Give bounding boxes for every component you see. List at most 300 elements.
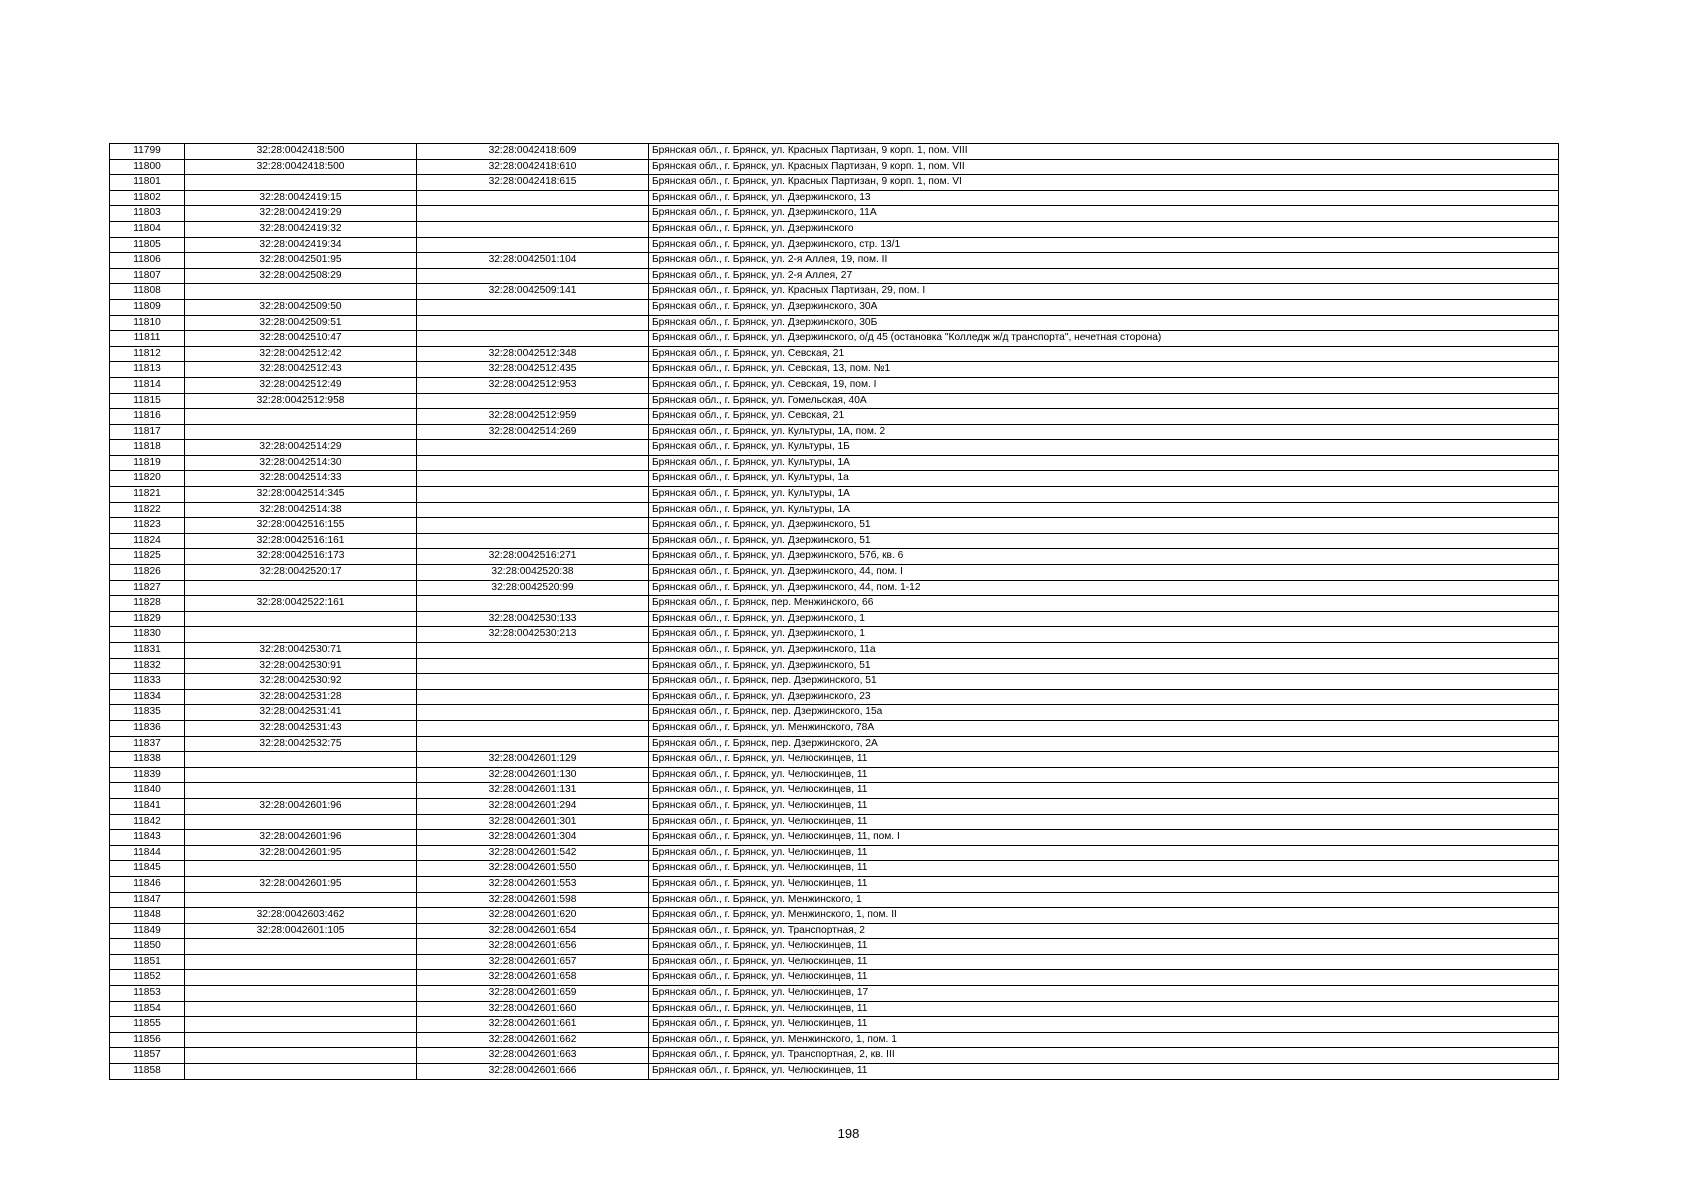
cadastral-number-cell [185, 892, 417, 908]
address-cell: Брянская обл., г. Брянск, ул. Менжинского, 1 [649, 892, 1559, 908]
cadastral-number-cell [185, 861, 417, 877]
cadastral-number-cell [185, 627, 417, 643]
address-cell: Брянская обл., г. Брянск, ул. Дзержинского, 23 [649, 689, 1559, 705]
row-number-cell: 11813 [110, 362, 185, 378]
object-cadastral-number-cell [417, 487, 649, 503]
row-number-cell: 11820 [110, 471, 185, 487]
row-number-cell: 11811 [110, 331, 185, 347]
row-number-cell: 11843 [110, 830, 185, 846]
address-cell: Брянская обл., г. Брянск, ул. Челюскинцев, 11 [649, 1064, 1559, 1080]
table-row [110, 830, 1559, 846]
object-cadastral-number-cell [417, 315, 649, 331]
object-cadastral-number-cell: 32:28:0042601:662 [417, 1032, 649, 1048]
table-row [110, 331, 1559, 347]
table-row [110, 689, 1559, 705]
address-cell: Брянская обл., г. Брянск, пер. Дзержинского, 51 [649, 674, 1559, 690]
object-cadastral-number-cell [417, 471, 649, 487]
address-cell: Брянская обл., г. Брянск, пер. Дзержинского, 2А [649, 736, 1559, 752]
cadastral-number-cell: 32:28:0042516:155 [185, 518, 417, 534]
object-cadastral-number-cell: 32:28:0042601:663 [417, 1048, 649, 1064]
address-cell: Брянская обл., г. Брянск, ул. Челюскинцев, 11 [649, 939, 1559, 955]
address-cell: Брянская обл., г. Брянск, ул. Культуры, 1А [649, 502, 1559, 518]
object-cadastral-number-cell: 32:28:0042501:104 [417, 253, 649, 269]
table-row [110, 986, 1559, 1002]
table-row [110, 221, 1559, 237]
object-cadastral-number-cell: 32:28:0042601:660 [417, 1001, 649, 1017]
row-number-cell: 11818 [110, 440, 185, 456]
table-row [110, 471, 1559, 487]
table-row [110, 736, 1559, 752]
row-number-cell: 11812 [110, 346, 185, 362]
table-row [110, 175, 1559, 191]
cadastral-number-cell [185, 1064, 417, 1080]
object-cadastral-number-cell [417, 268, 649, 284]
address-cell: Брянская обл., г. Брянск, ул. Дзержинского, о/д 45 (остановка "Колледж ж/д транспорта", нечетная сторона) [649, 331, 1559, 347]
cadastral-number-cell: 32:28:0042601:105 [185, 923, 417, 939]
object-cadastral-number-cell [417, 596, 649, 612]
table-row [110, 487, 1559, 503]
page-number: 198 [837, 1126, 860, 1141]
row-number-cell: 11832 [110, 658, 185, 674]
row-number-cell: 11852 [110, 970, 185, 986]
address-cell: Брянская обл., г. Брянск, ул. Дзержинского, 11А [649, 206, 1559, 222]
row-number-cell: 11858 [110, 1064, 185, 1080]
cadastral-number-cell: 32:28:0042520:17 [185, 565, 417, 581]
object-cadastral-number-cell: 32:28:0042601:304 [417, 830, 649, 846]
row-number-cell: 11800 [110, 159, 185, 175]
row-number-cell: 11827 [110, 580, 185, 596]
object-cadastral-number-cell: 32:28:0042601:661 [417, 1017, 649, 1033]
table-row [110, 377, 1559, 393]
table-row [110, 533, 1559, 549]
object-cadastral-number-cell: 32:28:0042601:542 [417, 845, 649, 861]
table-row [110, 954, 1559, 970]
registry-table [109, 143, 1559, 1080]
row-number-cell: 11815 [110, 393, 185, 409]
table-row [110, 643, 1559, 659]
address-cell: Брянская обл., г. Брянск, ул. Культуры, 1А [649, 455, 1559, 471]
cadastral-number-cell: 32:28:0042509:50 [185, 299, 417, 315]
row-number-cell: 11837 [110, 736, 185, 752]
address-cell: Брянская обл., г. Брянск, ул. Дзержинского, 44, пом. 1-12 [649, 580, 1559, 596]
object-cadastral-number-cell: 32:28:0042601:654 [417, 923, 649, 939]
address-cell: Брянская обл., г. Брянск, ул. Культуры, 1а [649, 471, 1559, 487]
cadastral-number-cell [185, 970, 417, 986]
cadastral-number-cell [185, 783, 417, 799]
object-cadastral-number-cell: 32:28:0042601:656 [417, 939, 649, 955]
table-row [110, 409, 1559, 425]
cadastral-number-cell: 32:28:0042501:95 [185, 253, 417, 269]
row-number-cell: 11857 [110, 1048, 185, 1064]
object-cadastral-number-cell [417, 190, 649, 206]
address-cell: Брянская обл., г. Брянск, ул. Красных Партизан, 9 корп. 1, пом. VI [649, 175, 1559, 191]
table-row [110, 861, 1559, 877]
table-row [110, 876, 1559, 892]
row-number-cell: 11825 [110, 549, 185, 565]
row-number-cell: 11814 [110, 377, 185, 393]
table-row [110, 455, 1559, 471]
address-cell: Брянская обл., г. Брянск, ул. Дзержинского, 1 [649, 611, 1559, 627]
object-cadastral-number-cell: 32:28:0042601:129 [417, 752, 649, 768]
cadastral-number-cell: 32:28:0042601:95 [185, 876, 417, 892]
row-number-cell: 11816 [110, 409, 185, 425]
row-number-cell: 11817 [110, 424, 185, 440]
object-cadastral-number-cell [417, 736, 649, 752]
row-number-cell: 11821 [110, 487, 185, 503]
row-number-cell: 11823 [110, 518, 185, 534]
address-cell: Брянская обл., г. Брянск, ул. Красных Партизан, 9 корп. 1, пом. VIII [649, 144, 1559, 160]
table-row [110, 393, 1559, 409]
address-cell: Брянская обл., г. Брянск, ул. Дзержинского, 1 [649, 627, 1559, 643]
row-number-cell: 11844 [110, 845, 185, 861]
address-cell: Брянская обл., г. Брянск, ул. Челюскинцев, 11 [649, 954, 1559, 970]
cadastral-number-cell [185, 1048, 417, 1064]
cadastral-number-cell: 32:28:0042514:38 [185, 502, 417, 518]
cadastral-number-cell [185, 752, 417, 768]
row-number-cell: 11849 [110, 923, 185, 939]
table-row [110, 206, 1559, 222]
cadastral-number-cell: 32:28:0042418:500 [185, 144, 417, 160]
object-cadastral-number-cell: 32:28:0042601:659 [417, 986, 649, 1002]
table-row [110, 518, 1559, 534]
cadastral-number-cell [185, 1032, 417, 1048]
cadastral-number-cell: 32:28:0042530:71 [185, 643, 417, 659]
cadastral-number-cell: 32:28:0042512:49 [185, 377, 417, 393]
table-row [110, 346, 1559, 362]
cadastral-number-cell: 32:28:0042512:958 [185, 393, 417, 409]
table-row [110, 752, 1559, 768]
row-number-cell: 11819 [110, 455, 185, 471]
object-cadastral-number-cell: 32:28:0042601:658 [417, 970, 649, 986]
address-cell: Брянская обл., г. Брянск, ул. Челюскинцев, 11 [649, 783, 1559, 799]
address-cell: Брянская обл., г. Брянск, ул. Менжинского, 78А [649, 720, 1559, 736]
object-cadastral-number-cell [417, 440, 649, 456]
object-cadastral-number-cell [417, 455, 649, 471]
row-number-cell: 11805 [110, 237, 185, 253]
row-number-cell: 11841 [110, 798, 185, 814]
object-cadastral-number-cell: 32:28:0042520:99 [417, 580, 649, 596]
cadastral-number-cell [185, 409, 417, 425]
object-cadastral-number-cell: 32:28:0042601:598 [417, 892, 649, 908]
row-number-cell: 11804 [110, 221, 185, 237]
address-cell: Брянская обл., г. Брянск, ул. 2-я Аллея, 19, пом. II [649, 253, 1559, 269]
cadastral-number-cell: 32:28:0042516:173 [185, 549, 417, 565]
row-number-cell: 11850 [110, 939, 185, 955]
object-cadastral-number-cell: 32:28:0042601:657 [417, 954, 649, 970]
address-cell: Брянская обл., г. Брянск, ул. Красных Партизан, 9 корп. 1, пом. VII [649, 159, 1559, 175]
row-number-cell: 11847 [110, 892, 185, 908]
object-cadastral-number-cell [417, 502, 649, 518]
table-row [110, 705, 1559, 721]
object-cadastral-number-cell [417, 643, 649, 659]
table-row [110, 268, 1559, 284]
object-cadastral-number-cell: 32:28:0042520:38 [417, 565, 649, 581]
address-cell: Брянская обл., г. Брянск, ул. Челюскинцев, 11 [649, 752, 1559, 768]
address-cell: Брянская обл., г. Брянск, ул. Дзержинского [649, 221, 1559, 237]
row-number-cell: 11838 [110, 752, 185, 768]
table-row [110, 502, 1559, 518]
table-row [110, 783, 1559, 799]
cadastral-number-cell [185, 986, 417, 1002]
address-cell: Брянская обл., г. Брянск, ул. Челюскинцев, 11 [649, 876, 1559, 892]
cadastral-number-cell: 32:28:0042512:43 [185, 362, 417, 378]
object-cadastral-number-cell: 32:28:0042516:271 [417, 549, 649, 565]
address-cell: Брянская обл., г. Брянск, ул. Дзержинского, 51 [649, 518, 1559, 534]
address-cell: Брянская обл., г. Брянск, ул. Дзержинского, 51 [649, 533, 1559, 549]
table-row [110, 611, 1559, 627]
address-cell: Брянская обл., г. Брянск, ул. Севская, 21 [649, 409, 1559, 425]
object-cadastral-number-cell: 32:28:0042601:550 [417, 861, 649, 877]
object-cadastral-number-cell: 32:28:0042418:609 [417, 144, 649, 160]
table-row [110, 923, 1559, 939]
cadastral-number-cell [185, 611, 417, 627]
cadastral-number-cell: 32:28:0042514:345 [185, 487, 417, 503]
object-cadastral-number-cell: 32:28:0042601:553 [417, 876, 649, 892]
object-cadastral-number-cell [417, 658, 649, 674]
address-cell: Брянская обл., г. Брянск, ул. Культуры, 1А, пом. 2 [649, 424, 1559, 440]
cadastral-number-cell [185, 954, 417, 970]
cadastral-number-cell: 32:28:0042530:91 [185, 658, 417, 674]
row-number-cell: 11826 [110, 565, 185, 581]
table-row [110, 908, 1559, 924]
object-cadastral-number-cell [417, 331, 649, 347]
cadastral-number-cell: 32:28:0042530:92 [185, 674, 417, 690]
table-row [110, 970, 1559, 986]
cadastral-number-cell: 32:28:0042603:462 [185, 908, 417, 924]
object-cadastral-number-cell: 32:28:0042601:620 [417, 908, 649, 924]
object-cadastral-number-cell [417, 299, 649, 315]
address-cell: Брянская обл., г. Брянск, ул. Дзержинского, 51 [649, 658, 1559, 674]
row-number-cell: 11833 [110, 674, 185, 690]
object-cadastral-number-cell [417, 518, 649, 534]
row-number-cell: 11839 [110, 767, 185, 783]
address-cell: Брянская обл., г. Брянск, ул. Дзержинского, 30А [649, 299, 1559, 315]
cadastral-number-cell: 32:28:0042601:96 [185, 830, 417, 846]
table-row [110, 1032, 1559, 1048]
cadastral-number-cell: 32:28:0042514:30 [185, 455, 417, 471]
address-cell: Брянская обл., г. Брянск, ул. Транспортная, 2 [649, 923, 1559, 939]
cadastral-number-cell [185, 284, 417, 300]
cadastral-number-cell [185, 939, 417, 955]
cadastral-number-cell: 32:28:0042516:161 [185, 533, 417, 549]
address-cell: Брянская обл., г. Брянск, пер. Менжинского, 66 [649, 596, 1559, 612]
table-row [110, 674, 1559, 690]
object-cadastral-number-cell: 32:28:0042512:953 [417, 377, 649, 393]
cadastral-number-cell: 32:28:0042531:43 [185, 720, 417, 736]
address-cell: Брянская обл., г. Брянск, ул. Севская, 19, пом. I [649, 377, 1559, 393]
object-cadastral-number-cell: 32:28:0042514:269 [417, 424, 649, 440]
address-cell: Брянская обл., г. Брянск, ул. Челюскинцев, 11 [649, 1017, 1559, 1033]
row-number-cell: 11807 [110, 268, 185, 284]
cadastral-number-cell: 32:28:0042601:95 [185, 845, 417, 861]
table-row [110, 253, 1559, 269]
address-cell: Брянская обл., г. Брянск, пер. Дзержинского, 15а [649, 705, 1559, 721]
table-row [110, 767, 1559, 783]
row-number-cell: 11835 [110, 705, 185, 721]
address-cell: Брянская обл., г. Брянск, ул. Дзержинского, стр. 13/1 [649, 237, 1559, 253]
registry-table-container [109, 143, 1559, 1080]
address-cell: Брянская обл., г. Брянск, ул. Челюскинцев, 11 [649, 970, 1559, 986]
object-cadastral-number-cell: 32:28:0042601:130 [417, 767, 649, 783]
object-cadastral-number-cell [417, 533, 649, 549]
row-number-cell: 11853 [110, 986, 185, 1002]
table-row [110, 580, 1559, 596]
address-cell: Брянская обл., г. Брянск, ул. Челюскинцев, 11 [649, 845, 1559, 861]
address-cell: Брянская обл., г. Брянск, ул. Транспортная, 2, кв. III [649, 1048, 1559, 1064]
table-row [110, 315, 1559, 331]
table-row [110, 1017, 1559, 1033]
cadastral-number-cell: 32:28:0042419:32 [185, 221, 417, 237]
cadastral-number-cell: 32:28:0042512:42 [185, 346, 417, 362]
cadastral-number-cell: 32:28:0042531:41 [185, 705, 417, 721]
cadastral-number-cell [185, 175, 417, 191]
object-cadastral-number-cell: 32:28:0042601:294 [417, 798, 649, 814]
object-cadastral-number-cell: 32:28:0042601:301 [417, 814, 649, 830]
address-cell: Брянская обл., г. Брянск, ул. Гомельская, 40А [649, 393, 1559, 409]
row-number-cell: 11846 [110, 876, 185, 892]
row-number-cell: 11802 [110, 190, 185, 206]
object-cadastral-number-cell: 32:28:0042512:959 [417, 409, 649, 425]
table-row [110, 190, 1559, 206]
address-cell: Брянская обл., г. Брянск, ул. Дзержинского, 30Б [649, 315, 1559, 331]
table-body [110, 144, 1559, 1080]
address-cell: Брянская обл., г. Брянск, ул. Менжинского, 1, пом. II [649, 908, 1559, 924]
row-number-cell: 11836 [110, 720, 185, 736]
object-cadastral-number-cell [417, 720, 649, 736]
row-number-cell: 11851 [110, 954, 185, 970]
object-cadastral-number-cell: 32:28:0042512:435 [417, 362, 649, 378]
object-cadastral-number-cell: 32:28:0042512:348 [417, 346, 649, 362]
object-cadastral-number-cell: 32:28:0042601:131 [417, 783, 649, 799]
table-row [110, 159, 1559, 175]
table-row [110, 424, 1559, 440]
object-cadastral-number-cell [417, 206, 649, 222]
address-cell: Брянская обл., г. Брянск, ул. Дзержинского, 44, пом. I [649, 565, 1559, 581]
cadastral-number-cell [185, 424, 417, 440]
cadastral-number-cell: 32:28:0042601:96 [185, 798, 417, 814]
row-number-cell: 11854 [110, 1001, 185, 1017]
table-row [110, 596, 1559, 612]
object-cadastral-number-cell [417, 393, 649, 409]
object-cadastral-number-cell: 32:28:0042530:133 [417, 611, 649, 627]
cadastral-number-cell [185, 1001, 417, 1017]
table-row [110, 1064, 1559, 1080]
cadastral-number-cell: 32:28:0042514:33 [185, 471, 417, 487]
table-row [110, 440, 1559, 456]
table-row [110, 362, 1559, 378]
cadastral-number-cell: 32:28:0042514:29 [185, 440, 417, 456]
row-number-cell: 11803 [110, 206, 185, 222]
address-cell: Брянская обл., г. Брянск, ул. Челюскинцев, 11 [649, 767, 1559, 783]
row-number-cell: 11830 [110, 627, 185, 643]
object-cadastral-number-cell [417, 689, 649, 705]
address-cell: Брянская обл., г. Брянск, ул. Культуры, 1Б [649, 440, 1559, 456]
row-number-cell: 11799 [110, 144, 185, 160]
row-number-cell: 11828 [110, 596, 185, 612]
cadastral-number-cell: 32:28:0042522:161 [185, 596, 417, 612]
address-cell: Брянская обл., г. Брянск, ул. Челюскинцев, 17 [649, 986, 1559, 1002]
table-row [110, 299, 1559, 315]
row-number-cell: 11848 [110, 908, 185, 924]
table-row [110, 814, 1559, 830]
table-row [110, 565, 1559, 581]
cadastral-number-cell: 32:28:0042510:47 [185, 331, 417, 347]
table-row [110, 284, 1559, 300]
address-cell: Брянская обл., г. Брянск, ул. Культуры, 1А [649, 487, 1559, 503]
cadastral-number-cell [185, 814, 417, 830]
address-cell: Брянская обл., г. Брянск, ул. Красных Партизан, 29, пом. I [649, 284, 1559, 300]
address-cell: Брянская обл., г. Брянск, ул. Челюскинцев, 11 [649, 814, 1559, 830]
address-cell: Брянская обл., г. Брянск, ул. 2-я Аллея, 27 [649, 268, 1559, 284]
address-cell: Брянская обл., г. Брянск, ул. Севская, 13, пом. №1 [649, 362, 1559, 378]
table-row [110, 144, 1559, 160]
row-number-cell: 11834 [110, 689, 185, 705]
row-number-cell: 11842 [110, 814, 185, 830]
object-cadastral-number-cell [417, 674, 649, 690]
table-row [110, 658, 1559, 674]
row-number-cell: 11840 [110, 783, 185, 799]
address-cell: Брянская обл., г. Брянск, ул. Дзержинского, 57б, кв. 6 [649, 549, 1559, 565]
cadastral-number-cell: 32:28:0042419:29 [185, 206, 417, 222]
table-row [110, 549, 1559, 565]
row-number-cell: 11856 [110, 1032, 185, 1048]
object-cadastral-number-cell: 32:28:0042601:666 [417, 1064, 649, 1080]
address-cell: Брянская обл., г. Брянск, ул. Челюскинцев, 11 [649, 1001, 1559, 1017]
row-number-cell: 11845 [110, 861, 185, 877]
row-number-cell: 11831 [110, 643, 185, 659]
object-cadastral-number-cell: 32:28:0042509:141 [417, 284, 649, 300]
table-row [110, 1001, 1559, 1017]
cadastral-number-cell: 32:28:0042508:29 [185, 268, 417, 284]
object-cadastral-number-cell: 32:28:0042418:615 [417, 175, 649, 191]
row-number-cell: 11822 [110, 502, 185, 518]
cadastral-number-cell: 32:28:0042532:75 [185, 736, 417, 752]
cadastral-number-cell [185, 1017, 417, 1033]
object-cadastral-number-cell [417, 237, 649, 253]
address-cell: Брянская обл., г. Брянск, ул. Челюскинцев, 11 [649, 861, 1559, 877]
address-cell: Брянская обл., г. Брянск, ул. Челюскинцев, 11, пом. I [649, 830, 1559, 846]
cadastral-number-cell: 32:28:0042418:500 [185, 159, 417, 175]
row-number-cell: 11810 [110, 315, 185, 331]
table-row [110, 627, 1559, 643]
row-number-cell: 11808 [110, 284, 185, 300]
row-number-cell: 11855 [110, 1017, 185, 1033]
cadastral-number-cell: 32:28:0042419:34 [185, 237, 417, 253]
address-cell: Брянская обл., г. Брянск, ул. Севская, 21 [649, 346, 1559, 362]
object-cadastral-number-cell [417, 705, 649, 721]
table-row [110, 845, 1559, 861]
cadastral-number-cell: 32:28:0042419:15 [185, 190, 417, 206]
table-row [110, 237, 1559, 253]
row-number-cell: 11806 [110, 253, 185, 269]
cadastral-number-cell: 32:28:0042509:51 [185, 315, 417, 331]
table-row [110, 892, 1559, 908]
row-number-cell: 11809 [110, 299, 185, 315]
row-number-cell: 11829 [110, 611, 185, 627]
address-cell: Брянская обл., г. Брянск, ул. Дзержинского, 11а [649, 643, 1559, 659]
address-cell: Брянская обл., г. Брянск, ул. Менжинского, 1, пом. 1 [649, 1032, 1559, 1048]
row-number-cell: 11824 [110, 533, 185, 549]
table-row [110, 939, 1559, 955]
cadastral-number-cell: 32:28:0042531:28 [185, 689, 417, 705]
object-cadastral-number-cell [417, 221, 649, 237]
table-row [110, 1048, 1559, 1064]
table-row [110, 798, 1559, 814]
object-cadastral-number-cell: 32:28:0042418:610 [417, 159, 649, 175]
address-cell: Брянская обл., г. Брянск, ул. Дзержинского, 13 [649, 190, 1559, 206]
cadastral-number-cell [185, 767, 417, 783]
address-cell: Брянская обл., г. Брянск, ул. Челюскинцев, 11 [649, 798, 1559, 814]
